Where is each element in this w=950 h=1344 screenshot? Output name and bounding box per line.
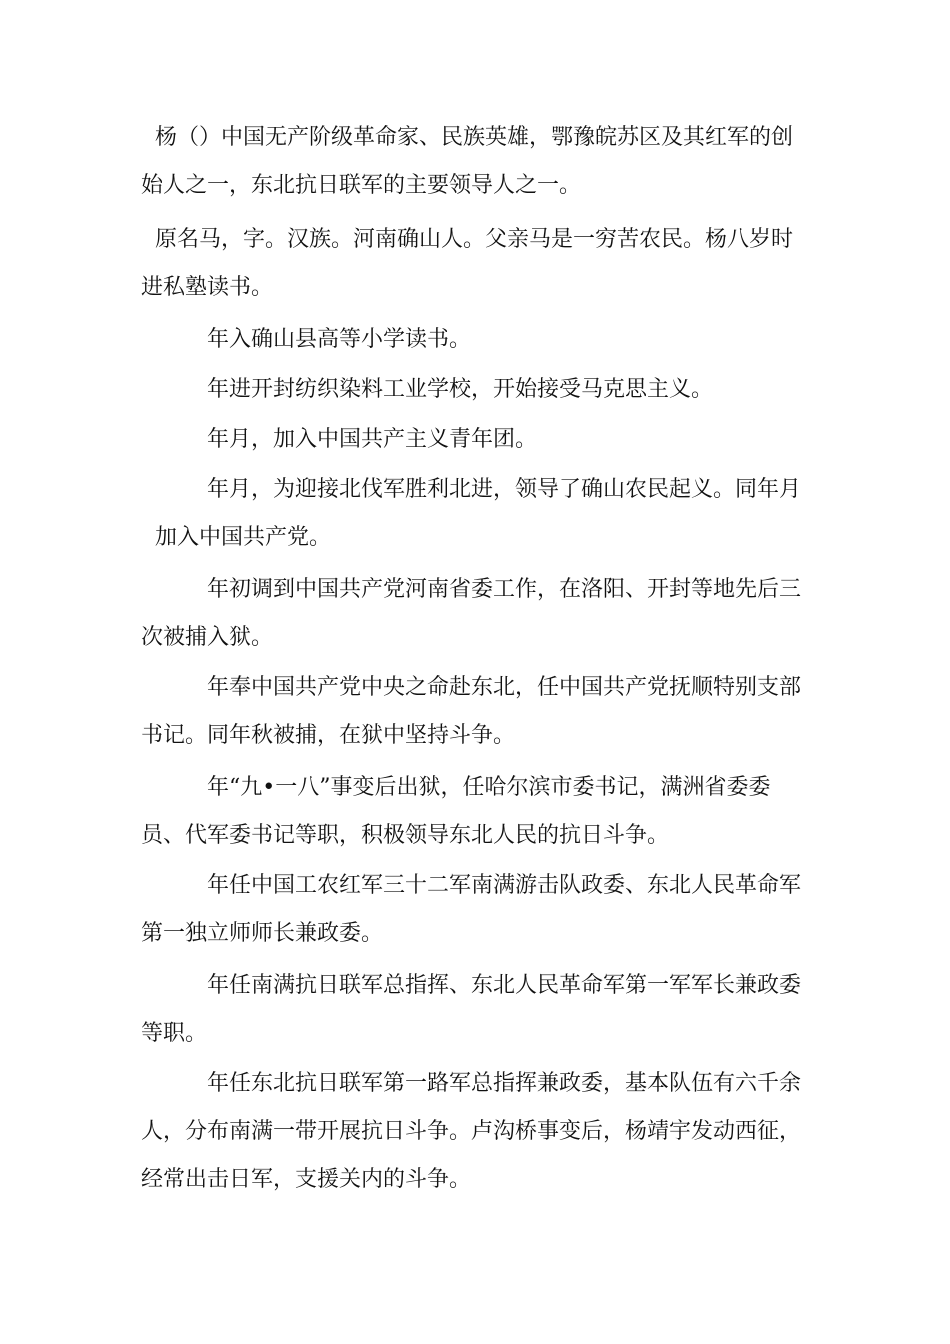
text-line: 次被捕入狱。: [141, 625, 274, 650]
text-line: 进私塾读书。: [141, 275, 274, 300]
text-line: 员、代军委书记等职，积极领导东北人民的抗日斗争。: [141, 823, 670, 848]
text-line: 年进开封纺织染料工业学校，开始接受马克思主义。: [207, 377, 714, 402]
paragraph-event: [141, 416, 821, 464]
paragraph-event: [141, 664, 821, 760]
paragraph-event: [141, 566, 821, 662]
paragraph-intro: [141, 114, 821, 210]
text-line: 年任东北抗日联军第一路军总指挥兼政委，基本队伍有六千余: [207, 1071, 802, 1096]
text-line: 年任南满抗日联军总指挥、东北人民革命军第一军军长兼政委: [207, 973, 802, 998]
paragraph-event: [141, 862, 821, 958]
text-line: 年月，加入中国共产主义青年团。: [207, 427, 538, 452]
text-line: 书记。同年秋被捕，在狱中坚持斗争。: [141, 723, 516, 748]
text-line: 始人之一，东北抗日联军的主要领导人之一。: [141, 173, 582, 198]
paragraph-event: [141, 1060, 821, 1204]
paragraph-event: [141, 962, 821, 1058]
text-line: 杨（）中国无产阶级革命家、民族英雄，鄂豫皖苏区及其红军的创: [155, 125, 794, 150]
text-line: 人，分布南满一带开展抗日斗争。卢沟桥事变后，杨靖宇发动西征，: [141, 1119, 802, 1144]
paragraph-event: [141, 366, 821, 414]
text-line: 经常出击日军，支援关内的斗争。: [141, 1167, 472, 1192]
paragraph-event: [141, 764, 821, 860]
paragraph-origin: [141, 216, 821, 312]
paragraph-event: [141, 466, 821, 562]
text-line: 年任中国工农红军三十二军南满游击队政委、东北人民革命军: [207, 873, 802, 898]
text-line: 年奉中国共产党中央之命赴东北，任中国共产党抚顺特别支部: [207, 675, 802, 700]
text-line: 年初调到中国共产党河南省委工作，在洛阳、开封等地先后三: [207, 577, 802, 602]
text-line: 等职。: [141, 1021, 208, 1046]
text-line: 年入确山县高等小学读书。: [207, 327, 472, 352]
text-line: 第一独立师师长兼政委。: [141, 921, 384, 946]
text-line: 年“九•一八”事变后出狱，任哈尔滨市委书记，满洲省委委: [207, 775, 771, 800]
paragraph-event: [141, 316, 821, 364]
text-line: 原名马，字。汉族。河南确山人。父亲马是一穷苦农民。杨八岁时: [155, 227, 794, 252]
text-line: 年月，为迎接北伐军胜利北进，领导了确山农民起义。同年月: [207, 477, 802, 502]
text-line: 加入中国共产党。: [155, 525, 332, 550]
